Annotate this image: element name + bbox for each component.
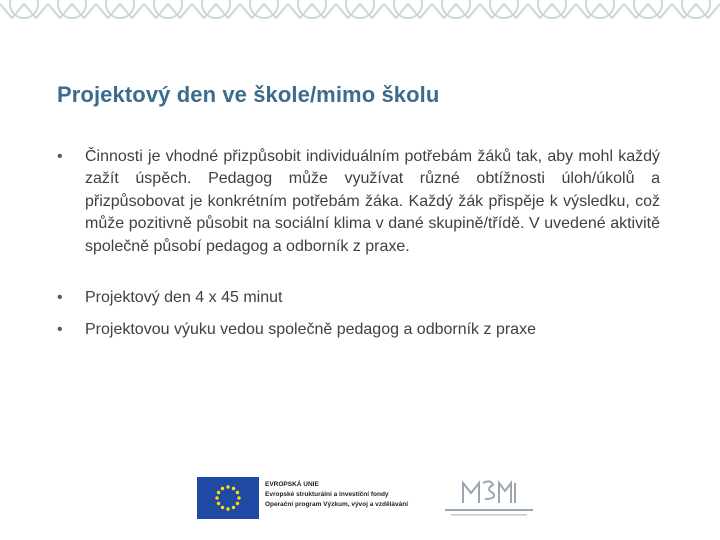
msmt-logo-icon: [441, 477, 537, 521]
bullet-text: Projektový den 4 x 45 minut: [85, 289, 283, 307]
ornament-motif: [288, 0, 336, 18]
bullet-item: [57, 146, 660, 258]
slide-content: [57, 146, 660, 342]
bullet-item: [57, 319, 660, 341]
ornament-motif: [480, 0, 528, 18]
ornament-motif: [336, 0, 384, 18]
ornament-motif: [432, 0, 480, 18]
ornament-motif: [624, 0, 672, 18]
ornament-motif: [144, 0, 192, 18]
ornament-motif: [192, 0, 240, 18]
eu-programme-line: Operační program Výzkum, vývoj a vzdělávání: [265, 501, 409, 508]
bullet-text: Činnosti je vhodné přizpůsobit individuálním potřebám žáků tak, aby mohl každý zažít úspěch. Pedagog může využívat různé obtížnosti úloh/úkolů a přizpůsobovat je konkrétním potřebám žáka. Každý žák přispěje k výsledku, což může pozitivně působit na sociální klima v dané skupině/třídě. V uvedené aktivitě společně působí pedagog a odborník z praxe.: [85, 148, 660, 255]
ornament-motif: [96, 0, 144, 18]
eu-funds-line: Evropské strukturální a investiční fondy: [265, 491, 389, 498]
ornament-motif: [48, 0, 96, 18]
bullet-item: [57, 287, 660, 309]
bullet-icon: •: [57, 148, 63, 165]
ornament-pattern-icon: [0, 0, 720, 26]
ornament-motif: [384, 0, 432, 18]
eu-funding-text: [265, 480, 408, 510]
bullet-icon: •: [57, 289, 63, 307]
ornament-motif: [672, 0, 720, 18]
eu-flag-icon: [197, 477, 259, 519]
slide-title: Projektový den ve škole/mimo školu: [57, 82, 440, 107]
bullet-icon: •: [57, 321, 63, 339]
eu-name: EVROPSKÁ UNIE: [265, 481, 319, 488]
decorative-pattern-band: [0, 0, 720, 26]
ornament-motif: [528, 0, 576, 18]
eu-stars-icon: [197, 477, 259, 519]
ornament-motif: [240, 0, 288, 18]
ornament-motif: [0, 0, 48, 18]
ornament-motif: [576, 0, 624, 18]
bullet-text: Projektovou výuku vedou společně pedagog a odborník z praxe: [85, 321, 536, 339]
footer-logos: [197, 477, 537, 521]
ministry-logo-icon: [441, 477, 537, 521]
